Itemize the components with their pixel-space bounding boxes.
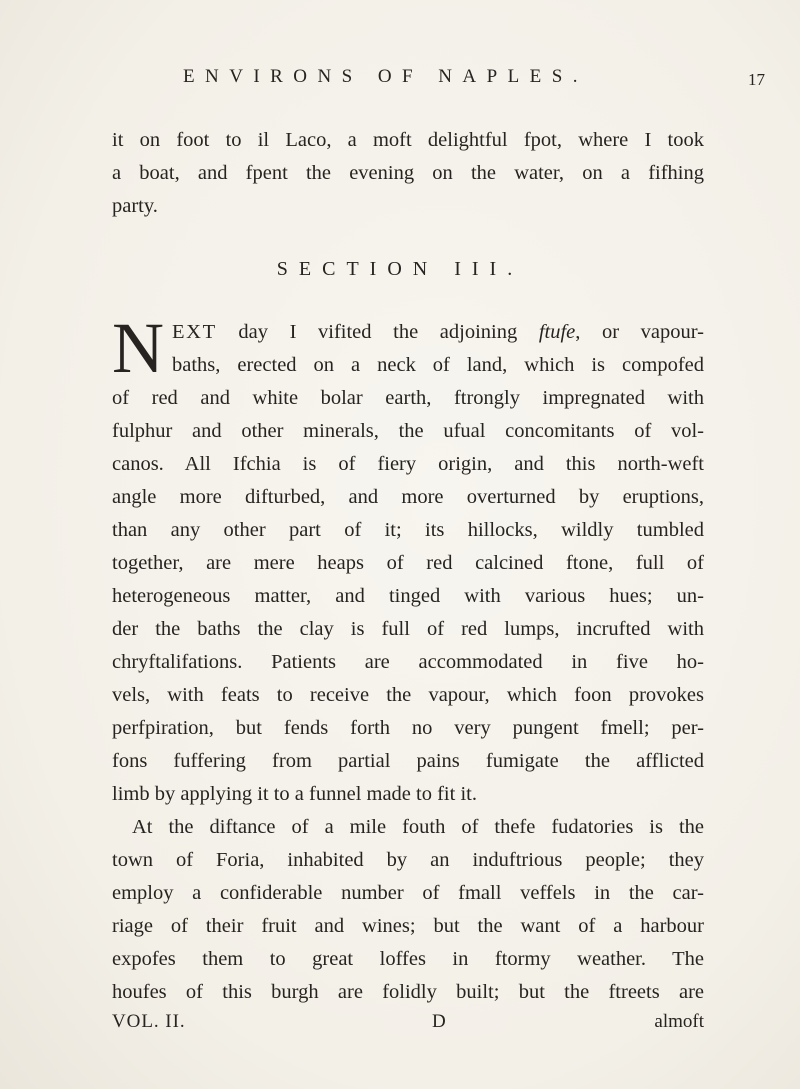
text-line: expofes them to great loffes in ftormy weather. The xyxy=(112,948,704,970)
text-line: town of Foria, inhabited by an induftrious people; they xyxy=(112,849,704,871)
text-line: fons fuffering from partial pains fumigate the afflicted xyxy=(112,750,704,772)
text-line: it on foot to il Laco, a moft delightful fpot, where I took xyxy=(112,129,704,151)
text-line: baths, erected on a neck of land, which is compofed xyxy=(172,354,704,376)
text-line: der the baths the clay is full of red lumps, incrufted with xyxy=(112,618,704,640)
text-line: limb by applying it to a funnel made to fit it. xyxy=(112,783,477,805)
lead-capitals: EXT xyxy=(172,321,217,343)
text-line: employ a confiderable number of fmall veffels in the car- xyxy=(112,882,704,904)
text-line xyxy=(112,316,704,349)
text-segment: day I vifited the adjoining xyxy=(216,321,539,343)
text-line: houfes of this burgh are folidly built; but the ftreets are xyxy=(112,981,704,1003)
text-line: vels, with feats to receive the vapour, which foon provokes xyxy=(112,684,704,706)
text-line: of red and white bolar earth, ftrongly impregnated with xyxy=(112,387,704,409)
text-line: fulphur and other minerals, the ufual concomitants of vol- xyxy=(112,420,704,442)
page-footer xyxy=(112,1011,704,1041)
text-line: a boat, and fpent the evening on the water, on a fifhing xyxy=(112,162,704,184)
signature-mark: D xyxy=(432,1011,446,1032)
text-line: perfpiration, but fends forth no very pungent fmell; per- xyxy=(112,717,704,739)
text-line: chryftalifations. Patients are accommodated in five ho- xyxy=(112,651,704,673)
text-line: canos. All Ifchia is of fiery origin, and this north-weft xyxy=(112,453,704,475)
text-line: At the diftance of a mile fouth of thefe fudatories is the xyxy=(132,816,704,838)
section-heading: SECTION III. xyxy=(276,258,524,280)
drop-capital: N xyxy=(112,308,164,388)
page-number: 17 xyxy=(748,70,765,89)
paragraph-continued xyxy=(112,124,704,223)
running-head: ENVIRONS OF NAPLES. xyxy=(183,66,588,87)
text-segment: , or vapour- xyxy=(575,321,704,343)
catchword: almoft xyxy=(654,1011,704,1032)
text-line: heterogeneous matter, and tinged with various hues; un- xyxy=(112,585,704,607)
volume-label: VOL. II. xyxy=(112,1011,186,1032)
italic-term: ftufe xyxy=(538,321,576,343)
text-line: than any other part of it; its hillocks, wildly tumbled xyxy=(112,519,704,541)
text-line: angle more difturbed, and more overturned by eruptions, xyxy=(112,486,704,508)
text-line: party. xyxy=(112,195,158,217)
paragraph-section-opening xyxy=(112,308,704,1009)
text-line: riage of their fruit and wines; but the want of a harbour xyxy=(112,915,704,937)
text-line: together, are mere heaps of red calcined ftone, full of xyxy=(112,552,704,574)
